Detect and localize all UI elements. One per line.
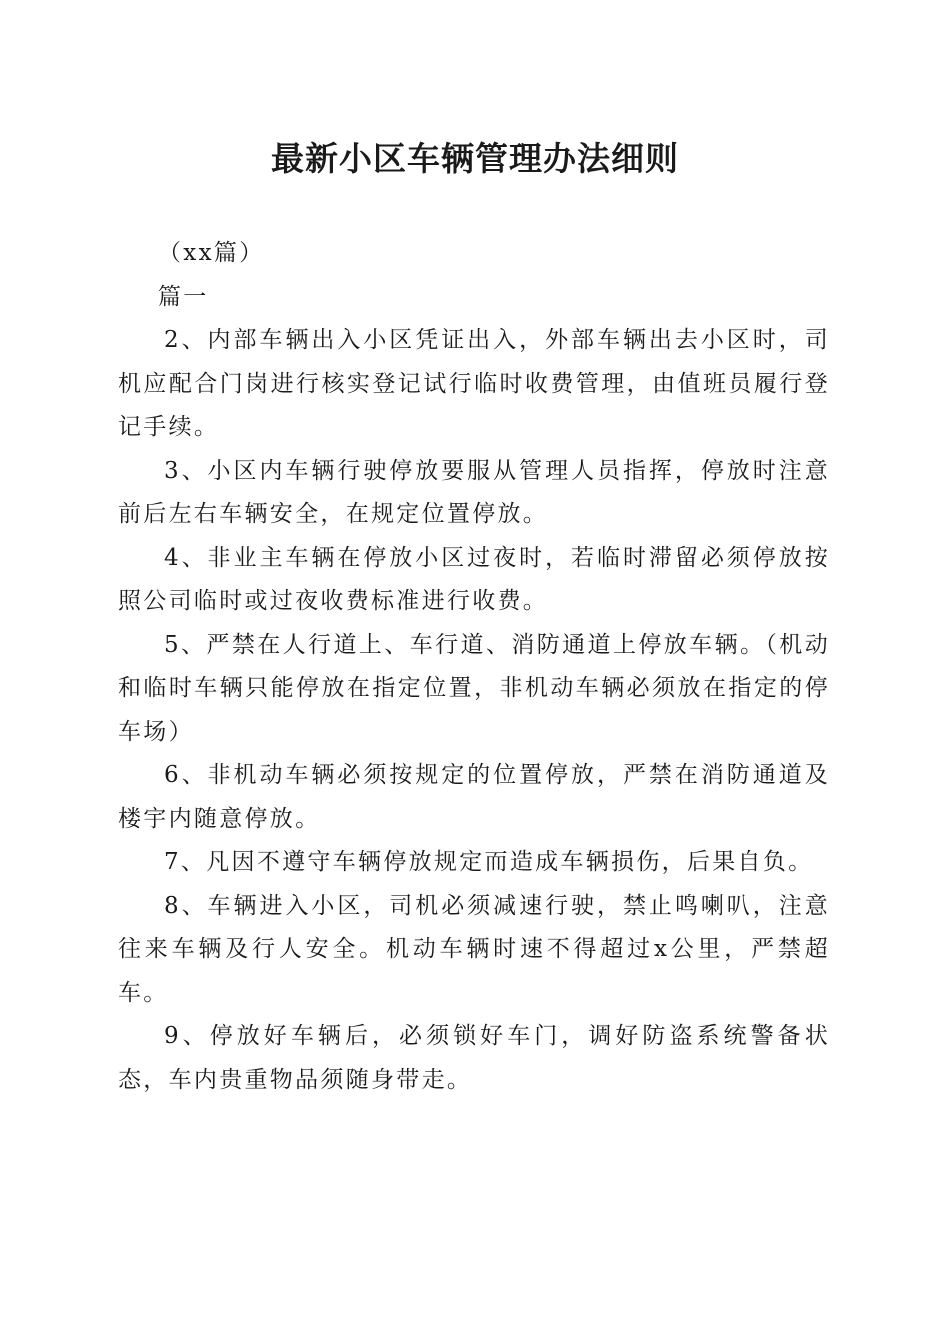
paragraph-rule-4: 4、非业主车辆在停放小区过夜时，若临时滞留必须停放按照公司临时或过夜收费标准进行收费。 [118, 544, 830, 614]
paragraph-rule-3: 3、小区内车辆行驶停放要服从管理人员指挥，停放时注意前后左右车辆安全，在规定位置停放。 [118, 457, 830, 527]
paragraph-rule-8: 8、车辆进入小区，司机必须减速行驶，禁止鸣喇叭，注意往来车辆及行人安全。机动车辆时速不得超过x公里，严禁超车。 [118, 892, 830, 1006]
document-body [118, 232, 830, 1102]
document-title: 最新小区车辆管理办法细则 [271, 139, 679, 178]
paragraph-rule-9: 9、停放好车辆后，必须锁好车门，调好防盗系统警备状态，车内贵重物品须随身带走。 [118, 1023, 830, 1093]
paragraph-rule-7: 7、凡因不遵守车辆停放规定而造成车辆损伤，后果自负。 [164, 849, 814, 875]
paragraph-rule-6: 6、非机动车辆必须按规定的位置停放，严禁在消防通道及楼宇内随意停放。 [118, 762, 830, 832]
source-note: （xx篇） [158, 240, 265, 266]
section-heading: 篇一 [158, 283, 209, 310]
paragraph-rule-2: 2、内部车辆出入小区凭证出入，外部车辆出去小区时，司机应配合门岗进行核实登记试行临时收费管理，由值班员履行登记手续。 [118, 327, 830, 440]
paragraph-rule-5: 5、严禁在人行道上、车行道、消防通道上停放车辆。（机动和临时车辆只能停放在指定位置，非机动车辆必须放在指定的停车场） [118, 631, 830, 745]
